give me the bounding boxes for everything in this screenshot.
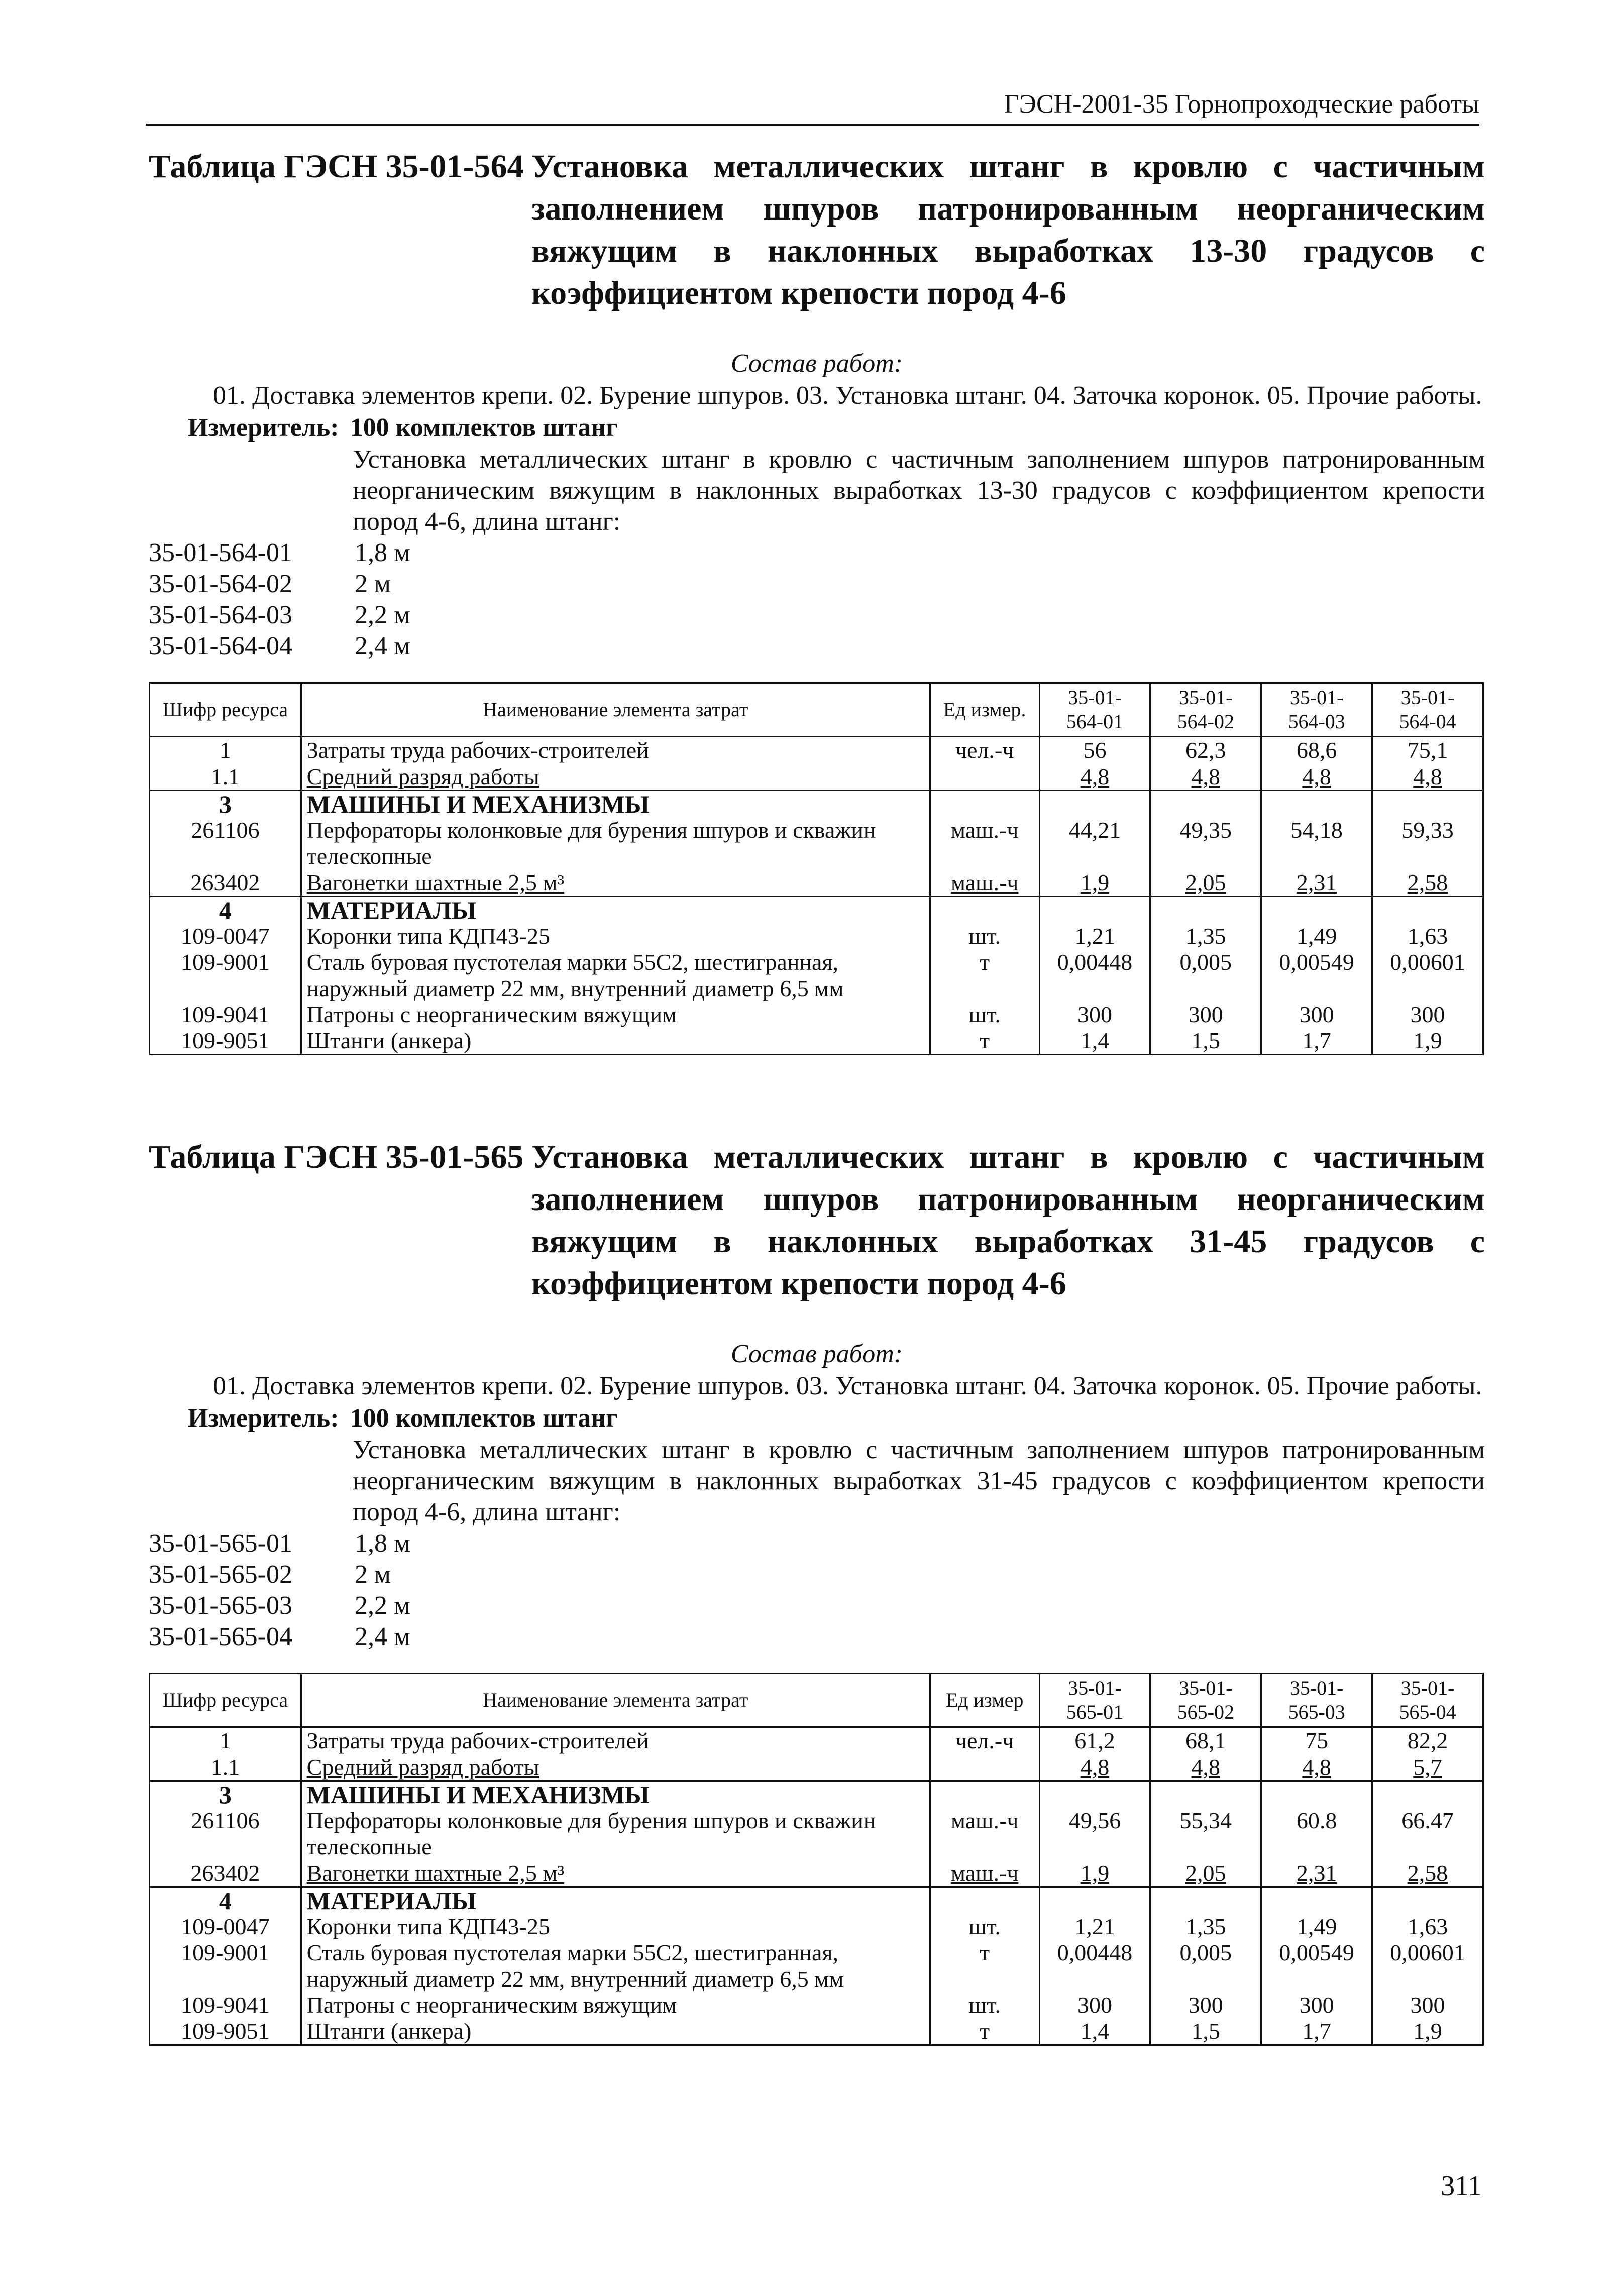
header-code: Шифр ресурса	[150, 1674, 301, 1727]
variant-code: 35-01-564-03	[149, 601, 292, 629]
cell-value: 75	[1261, 1727, 1372, 1755]
variant-length: 2,2 м	[355, 601, 410, 629]
variant-item	[149, 537, 1485, 569]
page-number: 311	[1441, 2170, 1482, 2202]
cell-unit: чел.-ч	[930, 737, 1039, 764]
cell-value: 56	[1039, 737, 1150, 764]
header-unit: Ед измер	[930, 1674, 1039, 1727]
cell-unit	[930, 1887, 1039, 1914]
cell-unit	[930, 763, 1039, 791]
header-variant-line: 35-01-	[1178, 1677, 1233, 1699]
table-row	[150, 1781, 1483, 1808]
cell-value: 1,9	[1039, 869, 1150, 897]
table-row	[150, 1992, 1483, 2018]
cell-unit: чел.-ч	[930, 1727, 1039, 1755]
variant-length: 2,4 м	[355, 1622, 410, 1651]
cell-code: 1	[150, 1727, 301, 1755]
resource-table	[149, 1673, 1484, 2046]
cell-unit: маш.-ч	[930, 1808, 1039, 1860]
header-variant-line: 35-01-	[1068, 686, 1122, 709]
variant-list	[149, 1528, 1485, 1653]
table-row	[150, 1002, 1483, 1028]
table-row	[150, 949, 1483, 1002]
cell-value: 55,34	[1150, 1808, 1261, 1860]
header-unit: Ед измер.	[930, 683, 1039, 737]
header-variant	[1150, 1674, 1261, 1727]
table-title	[149, 1136, 1485, 1305]
work-operations: 01. Доставка элементов крепи. 02. Бурение шпуров. 03. Установка штанг. 04. Заточка коронок. 05. Прочие работы.	[213, 381, 1482, 410]
cell-value: 0,00601	[1372, 949, 1483, 1002]
cell-unit: маш.-ч	[930, 869, 1039, 897]
cell-code: 261106	[150, 817, 301, 869]
cell-name: Патроны с неорганическим вяжущим	[301, 1002, 930, 1028]
cell-value: 300	[1039, 1002, 1150, 1028]
cell-value	[1150, 791, 1261, 818]
header-variant	[1150, 683, 1261, 737]
cell-unit: т	[930, 1940, 1039, 1992]
cell-name: Перфораторы колонковые для бурения шпуров и скважин телескопные	[301, 817, 930, 869]
cell-code: 109-9001	[150, 1940, 301, 1992]
table-title-prefix: Таблица ГЭСН 35-01-564	[149, 148, 524, 185]
cell-section-title: МАШИНЫ И МЕХАНИЗМЫ	[301, 1781, 930, 1808]
cell-value: 59,33	[1372, 817, 1483, 869]
table-title	[149, 146, 1485, 314]
cell-value: 68,1	[1150, 1727, 1261, 1755]
cell-value: 2,31	[1261, 869, 1372, 897]
cell-value: 0,00549	[1261, 1940, 1372, 1992]
table-title-text: Установка металлических штанг в кровлю с частичным заполнением шпуров патронированным неорганическим вяжущим в наклонных выработках 31-45 градусов с коэффициентом крепости пород 4-6	[531, 1139, 1485, 1302]
variant-code: 35-01-565-03	[149, 1591, 292, 1620]
cell-value: 2,31	[1261, 1860, 1372, 1887]
cell-value: 2,05	[1150, 1860, 1261, 1887]
variant-item	[149, 1590, 1485, 1621]
cell-value: 1,21	[1039, 1914, 1150, 1940]
cell-value: 66.47	[1372, 1808, 1483, 1860]
cell-code: 263402	[150, 869, 301, 897]
cell-name: Сталь буровая пустотелая марки 55С2, шестигранная, наружный диаметр 22 мм, внутренний диаметр 6,5 мм	[301, 949, 930, 1002]
work-operations: 01. Доставка элементов крепи. 02. Бурение шпуров. 03. Установка штанг. 04. Заточка коронок. 05. Прочие работы.	[213, 1372, 1482, 1400]
header-variant	[1372, 1674, 1483, 1727]
cell-code: 3	[150, 791, 301, 818]
cell-unit: шт.	[930, 1002, 1039, 1028]
cell-code: 109-9041	[150, 1992, 301, 2018]
cell-code: 1.1	[150, 763, 301, 791]
table-row	[150, 737, 1483, 764]
cell-code: 4	[150, 897, 301, 924]
cell-value	[1372, 1887, 1483, 1914]
cell-value	[1261, 1781, 1372, 1808]
cell-unit: т	[930, 2018, 1039, 2045]
table-title-prefix: Таблица ГЭСН 35-01-565	[149, 1139, 524, 1175]
table-row	[150, 1754, 1483, 1781]
variant-length: 2 м	[355, 570, 391, 598]
cell-value: 1,49	[1261, 1914, 1372, 1940]
cell-value: 1,4	[1039, 1028, 1150, 1055]
cell-value: 1,9	[1372, 2018, 1483, 2045]
variant-item	[149, 1621, 1485, 1653]
header-name: Наименование элемента затрат	[301, 1674, 930, 1727]
cell-value	[1150, 1781, 1261, 1808]
cell-code: 109-0047	[150, 1914, 301, 1940]
cell-unit	[930, 1781, 1039, 1808]
cell-value: 1,63	[1372, 923, 1483, 949]
variant-list	[149, 537, 1485, 662]
cell-code: 1	[150, 737, 301, 764]
cell-value: 4,8	[1261, 763, 1372, 791]
cell-value: 300	[1150, 1992, 1261, 2018]
cell-value: 4,8	[1372, 763, 1483, 791]
cell-value: 2,58	[1372, 869, 1483, 897]
table-row	[150, 923, 1483, 949]
variant-item	[149, 1559, 1485, 1590]
table-header-row	[150, 1674, 1483, 1727]
cell-value: 54,18	[1261, 817, 1372, 869]
cell-section-title: МАТЕРИАЛЫ	[301, 1887, 930, 1914]
variant-code: 35-01-565-01	[149, 1529, 292, 1558]
cell-value	[1372, 1781, 1483, 1808]
variant-code: 35-01-565-04	[149, 1622, 292, 1651]
table-row	[150, 897, 1483, 924]
cell-value: 2,05	[1150, 869, 1261, 897]
cell-name: Вагонетки шахтные 2,5 м³	[301, 869, 930, 897]
cell-value: 1,35	[1150, 1914, 1261, 1940]
cell-code: 109-9051	[150, 2018, 301, 2045]
cell-unit: т	[930, 949, 1039, 1002]
work-description: Установка металлических штанг в кровлю с частичным заполнением шпуров патронированным неорганическим вяжущим в наклонных выработках 13-30 градусов с коэффициентом крепости пород 4-6, длина штанг:	[353, 445, 1485, 536]
cell-value: 0,005	[1150, 949, 1261, 1002]
cell-value: 300	[1261, 1002, 1372, 1028]
measure-label: Измеритель:	[188, 413, 339, 442]
cell-code: 109-9051	[150, 1028, 301, 1055]
cell-unit: шт.	[930, 923, 1039, 949]
resource-table	[149, 682, 1484, 1055]
cell-value: 300	[1261, 1992, 1372, 2018]
cell-unit	[930, 1754, 1039, 1781]
cell-value: 75,1	[1372, 737, 1483, 764]
measure-unit	[188, 1402, 1485, 1435]
header-variant-line: 35-01-	[1068, 1677, 1122, 1699]
cell-value: 49,35	[1150, 817, 1261, 869]
variant-item	[149, 1528, 1485, 1559]
table-section-565	[149, 1136, 1485, 2046]
cell-value: 1,9	[1039, 1860, 1150, 1887]
cell-value: 0,00549	[1261, 949, 1372, 1002]
cell-value: 1,4	[1039, 2018, 1150, 2045]
measure-label: Измеритель:	[188, 1404, 339, 1433]
cell-code: 109-0047	[150, 923, 301, 949]
cell-name: Средний разряд работы	[301, 763, 930, 791]
cell-value: 1,5	[1150, 1028, 1261, 1055]
header-code: Шифр ресурса	[150, 683, 301, 737]
variant-item	[149, 631, 1485, 662]
measure-unit	[188, 412, 1485, 444]
header-variant	[1039, 683, 1150, 737]
cell-value: 0,005	[1150, 1940, 1261, 1992]
work-composition-heading: Состав работ:	[730, 349, 903, 378]
variant-length: 2,4 м	[355, 632, 410, 661]
work-composition-heading: Состав работ:	[730, 1340, 903, 1368]
table-row	[150, 1914, 1483, 1940]
cell-value	[1039, 791, 1150, 818]
variant-code: 35-01-564-04	[149, 632, 292, 661]
cell-value	[1150, 897, 1261, 924]
variant-code: 35-01-564-02	[149, 570, 292, 598]
cell-code: 109-9001	[150, 949, 301, 1002]
table-row	[150, 1887, 1483, 1914]
cell-value: 1,5	[1150, 2018, 1261, 2045]
cell-name: Патроны с неорганическим вяжущим	[301, 1992, 930, 2018]
cell-value: 68,6	[1261, 737, 1372, 764]
cell-value	[1039, 1781, 1150, 1808]
cell-name: Сталь буровая пустотелая марки 55С2, шестигранная, наружный диаметр 22 мм, внутренний диаметр 6,5 мм	[301, 1940, 930, 1992]
cell-value	[1261, 791, 1372, 818]
header-variant	[1039, 1674, 1150, 1727]
variant-length: 1,8 м	[355, 1529, 410, 1558]
cell-name: Перфораторы колонковые для бурения шпуров и скважин телескопные	[301, 1808, 930, 1860]
cell-value	[1261, 1887, 1372, 1914]
cell-value: 4,8	[1039, 763, 1150, 791]
cell-code: 263402	[150, 1860, 301, 1887]
header-variant-line: 564-03	[1288, 710, 1345, 733]
header-variant-line: 565-02	[1177, 1701, 1234, 1723]
header-variant-line: 564-04	[1399, 710, 1456, 733]
cell-value: 4,8	[1261, 1754, 1372, 1781]
cell-value: 44,21	[1039, 817, 1150, 869]
variant-item	[149, 569, 1485, 600]
table-row	[150, 1727, 1483, 1755]
table-row	[150, 1860, 1483, 1887]
header-variant-line: 565-01	[1066, 1701, 1124, 1723]
cell-code: 3	[150, 1781, 301, 1808]
header-variant-line: 35-01-	[1178, 686, 1233, 709]
cell-unit: шт.	[930, 1992, 1039, 2018]
cell-value: 300	[1150, 1002, 1261, 1028]
cell-value: 1,7	[1261, 1028, 1372, 1055]
variant-length: 2 м	[355, 1560, 391, 1589]
cell-value	[1150, 1887, 1261, 1914]
table-section-564	[149, 146, 1485, 1055]
header-variant-line: 35-01-	[1289, 1677, 1344, 1699]
cell-value: 1,63	[1372, 1914, 1483, 1940]
work-description: Установка металлических штанг в кровлю с частичным заполнением шпуров патронированным неорганическим вяжущим в наклонных выработках 31-45 градусов с коэффициентом крепости пород 4-6, длина штанг:	[353, 1436, 1485, 1526]
cell-name: Штанги (анкера)	[301, 1028, 930, 1055]
cell-unit: шт.	[930, 1914, 1039, 1940]
cell-name: Затраты труда рабочих-строителей	[301, 1727, 930, 1755]
table-row	[150, 869, 1483, 897]
variant-code: 35-01-564-01	[149, 538, 292, 567]
cell-value: 0,00448	[1039, 1940, 1150, 1992]
cell-code: 1.1	[150, 1754, 301, 1781]
cell-unit	[930, 897, 1039, 924]
cell-value: 61,2	[1039, 1727, 1150, 1755]
cell-name: Затраты труда рабочих-строителей	[301, 737, 930, 764]
variant-item	[149, 600, 1485, 631]
table-row	[150, 817, 1483, 869]
cell-value: 49,56	[1039, 1808, 1150, 1860]
cell-value	[1261, 897, 1372, 924]
cell-name: Средний разряд работы	[301, 1754, 930, 1781]
cell-value: 2,58	[1372, 1860, 1483, 1887]
cell-value	[1039, 897, 1150, 924]
cell-unit: маш.-ч	[930, 1860, 1039, 1887]
cell-value: 82,2	[1372, 1727, 1483, 1755]
cell-value: 4,8	[1150, 1754, 1261, 1781]
cell-value	[1039, 1887, 1150, 1914]
cell-value: 1,35	[1150, 923, 1261, 949]
cell-value: 0,00601	[1372, 1940, 1483, 1992]
cell-name: Вагонетки шахтные 2,5 м³	[301, 1860, 930, 1887]
table-row	[150, 1028, 1483, 1055]
header-variant-line: 35-01-	[1400, 686, 1455, 709]
table-row	[150, 1940, 1483, 1992]
table-row	[150, 2018, 1483, 2045]
header-variant-line: 564-01	[1066, 710, 1124, 733]
cell-value: 5,7	[1372, 1754, 1483, 1781]
cell-value: 60.8	[1261, 1808, 1372, 1860]
cell-code: 261106	[150, 1808, 301, 1860]
table-row	[150, 763, 1483, 791]
cell-value: 1,9	[1372, 1028, 1483, 1055]
cell-unit: т	[930, 1028, 1039, 1055]
header-variant	[1372, 683, 1483, 737]
header-name: Наименование элемента затрат	[301, 683, 930, 737]
cell-value: 0,00448	[1039, 949, 1150, 1002]
variant-length: 1,8 м	[355, 538, 410, 567]
cell-value	[1372, 791, 1483, 818]
cell-value: 62,3	[1150, 737, 1261, 764]
cell-value: 300	[1039, 1992, 1150, 2018]
header-variant-line: 35-01-	[1289, 686, 1344, 709]
cell-value	[1372, 897, 1483, 924]
cell-code: 109-9041	[150, 1002, 301, 1028]
cell-name: Коронки типа КДП43-25	[301, 1914, 930, 1940]
cell-value: 300	[1372, 1992, 1483, 2018]
cell-name: Штанги (анкера)	[301, 2018, 930, 2045]
table-header-row	[150, 683, 1483, 737]
header-variant-line: 565-04	[1399, 1701, 1456, 1723]
cell-section-title: МАШИНЫ И МЕХАНИЗМЫ	[301, 791, 930, 818]
cell-unit: маш.-ч	[930, 817, 1039, 869]
cell-section-title: МАТЕРИАЛЫ	[301, 897, 930, 924]
header-variant-line: 564-02	[1177, 710, 1234, 733]
header-variant-line: 565-03	[1288, 1701, 1345, 1723]
cell-code: 4	[150, 1887, 301, 1914]
header-variant-line: 35-01-	[1400, 1677, 1455, 1699]
variant-length: 2,2 м	[355, 1591, 410, 1620]
cell-value: 1,7	[1261, 2018, 1372, 2045]
running-header: ГЭСН-2001-35 Горнопроходческие работы	[146, 88, 1479, 126]
header-variant	[1261, 1674, 1372, 1727]
measure-value: 100 комплектов штанг	[350, 413, 618, 442]
table-title-text: Установка металлических штанг в кровлю с частичным заполнением шпуров патронированным неорганическим вяжущим в наклонных выработках 13-30 градусов с коэффициентом крепости пород 4-6	[531, 148, 1485, 311]
cell-value: 1,49	[1261, 923, 1372, 949]
cell-unit	[930, 791, 1039, 818]
cell-value: 1,21	[1039, 923, 1150, 949]
measure-value: 100 комплектов штанг	[350, 1404, 618, 1433]
cell-value: 300	[1372, 1002, 1483, 1028]
cell-name: Коронки типа КДП43-25	[301, 923, 930, 949]
header-variant	[1261, 683, 1372, 737]
table-row	[150, 1808, 1483, 1860]
table-row	[150, 791, 1483, 818]
cell-value: 4,8	[1150, 763, 1261, 791]
cell-value: 4,8	[1039, 1754, 1150, 1781]
variant-code: 35-01-565-02	[149, 1560, 292, 1589]
